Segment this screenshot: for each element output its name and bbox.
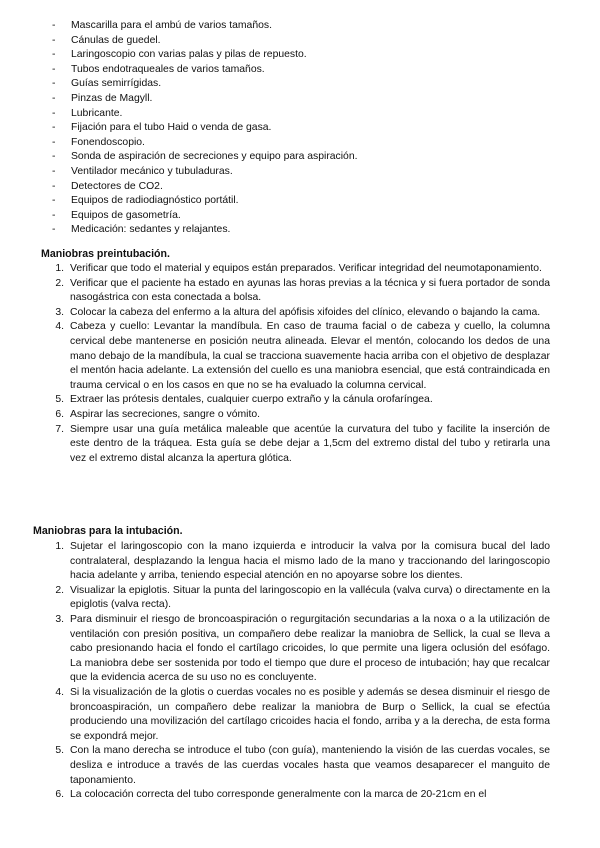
numbered-item: 2. Verificar que el paciente ha estado en ayunas las horas previas a la técnica y si fuera portador de sonda nasogástrica con esta conectada a bolsa.	[55, 277, 550, 304]
numbered-item: 1. Sujetar el laringoscopio con la mano izquierda e introducir la valva por la comisura bucal del lado contralateral, desplazando la lengua hacia el mismo lado de la mano y traccionando del laringoscopio hacia adelante y arriba, teniendo especial atención en no apoyarse sobre los dientes.	[55, 541, 550, 582]
numbered-item: 1. Verificar que todo el material y equipos están preparados. Verificar integridad del neumotaponamiento.	[55, 263, 542, 274]
numbered-item: 4. Si la visualización de la glotis o cuerdas vocales no es posible y además se desea disminuir el riesgo de broncoaspiración, un compañero debe realizar la maniobra de Burp o Sellick, la cual se efectúa produciendo una movilización del cartílago cricoides hacia el fondo, arriba y a la derecha, de esta forma se expondrá mejor.	[55, 686, 550, 742]
section-heading-intubation: Maniobras para la intubación.	[33, 525, 183, 537]
list-item: - Lubricante.	[52, 107, 123, 119]
list-item: - Pinzas de Magyll.	[52, 92, 153, 104]
list-item: - Equipos de gasometría.	[52, 209, 181, 221]
list-item: - Mascarilla para el ambú de varios tamaños.	[52, 20, 272, 31]
list-item: - Equipos de radiodiagnóstico portátil.	[52, 195, 239, 207]
list-item: - Fijación para el tubo Haid o venda de gasa.	[52, 122, 272, 134]
list-item: - Detectores de CO2.	[52, 180, 163, 192]
list-item: - Tubos endotraqueales de varios tamaños.	[52, 63, 265, 75]
intubation-steps	[48, 540, 550, 803]
numbered-item: 2. Visualizar la epiglotis. Situar la punta del laringoscopio en la vallécula (valva curva) o directamente en la epiglotis (valva recta).	[55, 584, 550, 611]
numbered-item: 5. Extraer las prótesis dentales, cualquier cuerpo extraño y la cánula orofaríngea.	[55, 394, 433, 406]
section-heading-preintubation: Maniobras preintubación.	[41, 248, 170, 260]
list-item: - Cánulas de guedel.	[52, 34, 161, 46]
numbered-item: 6. La colocación correcta del tubo corresponde generalmente con la marca de 20-21cm en el	[55, 789, 487, 801]
list-item: - Fonendoscopio.	[52, 136, 145, 148]
list-item: - Ventilador mecánico y tubuladuras.	[52, 165, 233, 177]
numbered-item: 3. Colocar la cabeza del enfermo a la altura del apófisis xifoides del clínico, elevando o bajando la cama.	[55, 306, 541, 318]
numbered-item: 6. Aspirar las secreciones, sangre o vómito.	[55, 408, 260, 420]
list-item: - Laringoscopio con varias palas y pilas de repuesto.	[52, 49, 307, 61]
list-item: - Guías semirrígidas.	[52, 78, 162, 90]
numbered-item: 4. Cabeza y cuello: Levantar la mandíbula. En caso de trauma facial o de cabeza y cuello, la columna cervical debe mantenerse en posición neutra alineada. Elevar el mentón, colocando los dedos de una mano debajo de la mandíbula, la cual se tracciona suavemente hacia arriba con el objetivo de desplazar el mentón hacia adelante. La extensión del cuello es una maniobra esencial, que está contraindicada en trauma cervical o en los casos en que no se ha evaluado la columna cervical.	[55, 321, 550, 391]
equipment-list	[52, 19, 572, 238]
numbered-item: 3. Para disminuir el riesgo de broncoaspiración o regurgitación secundarias a la noxa o a la utilización de ventilación con presión positiva, un compañero debe realizar la maniobra de Sellick, la cual se lleva a cabo presionando hacia el fondo el cartílago cricoides, lo que permite una ligera oclusión del esófago. La maniobra debe ser sostenida por todo el tiempo que dure el proceso de intubación; hay que recalcar que la evidencia acerca de su uso no es concluyente.	[55, 613, 550, 684]
numbered-item: 7. Siempre usar una guía metálica maleable que acentúe la curvatura del tubo y facilite la inserción de este dentro de la tráquea. Esta guía se debe dejar a 1,5cm del extremo distal del tubo y retirarla una vez el extremo distal alcanza la apertura glótica.	[55, 423, 550, 464]
preintubation-steps	[48, 262, 550, 466]
list-item: - Sonda de aspiración de secreciones y equipo para aspiración.	[52, 151, 358, 163]
list-item: - Medicación: sedantes y relajantes.	[52, 224, 231, 236]
numbered-item: 5. Con la mano derecha se introduce el tubo (con guía), manteniendo la visión de las cuerdas vocales, se desliza e introduce a través de las cuerdas vocales hasta que veamos desaparecer el manguito de taponamiento.	[55, 745, 550, 786]
